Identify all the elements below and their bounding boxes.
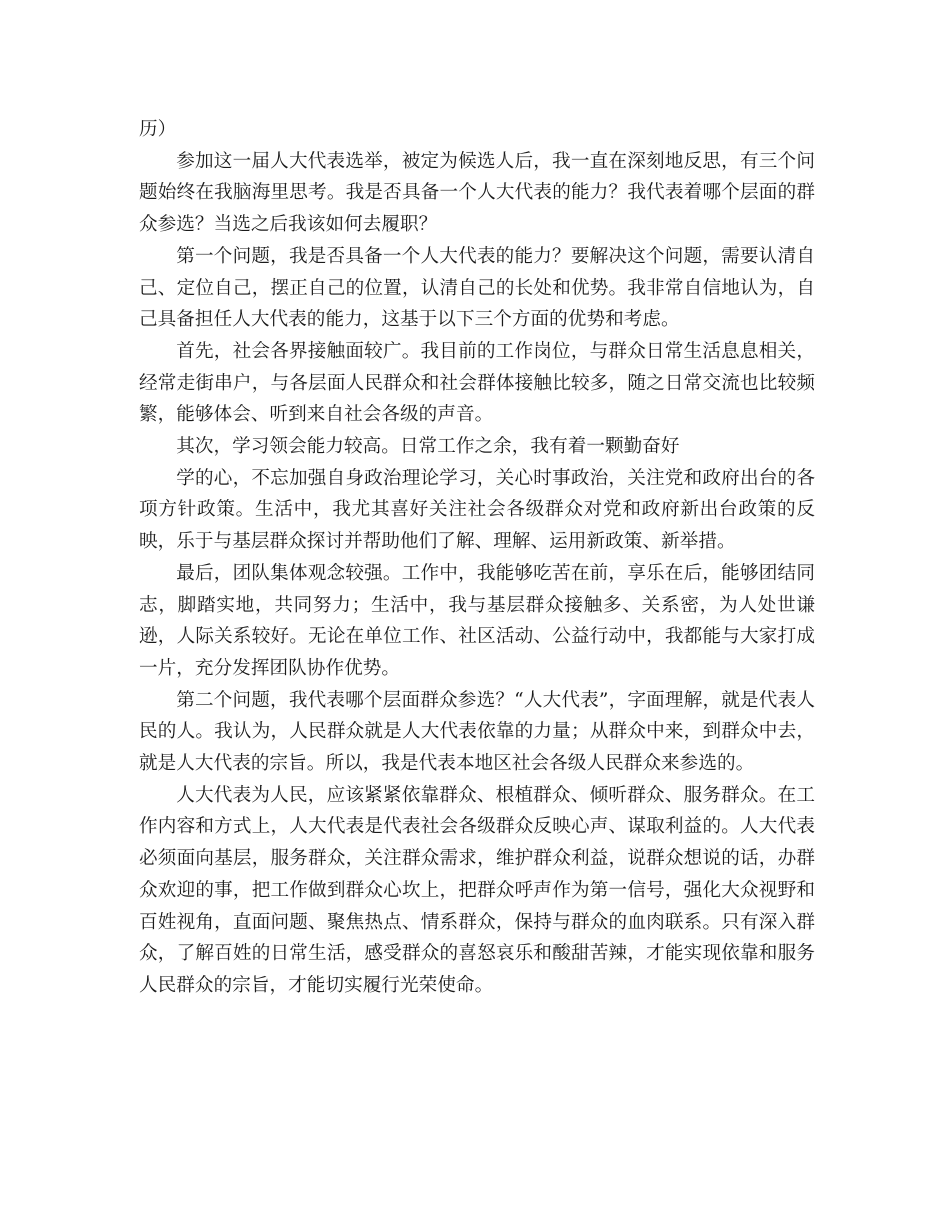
paragraph-question-one: 第一个问题，我是否具备一个人大代表的能力？要解决这个问题，需要认清自己、定位自己，摆正自己的位置，认清自己的长处和优势。我非常自信地认为，自己具备担任人大代表的能力，这基于以下三个方面的优势和考虑。 [139,245,815,331]
paragraph-third-point: 最后，团队集体观念较强。工作中，我能够吃苦在前，享乐在后，能够团结同志，脚踏实地，共同努力；生活中，我与基层群众接触多、关系密，为人处世谦逊，人际关系较好。无论在单位工作、社区活动、公益行动中，我都能与大家打成一片，充分发挥团队协作优势。 [139,562,815,679]
paragraph-question-two: 第二个问题，我代表哪个层面群众参选？“人大代表”，字面理解，就是代表人民的人。我认为，人民群众就是人大代表依靠的力量；从群众中来，到群众中去，就是人大代表的宗旨。所以，我是代表本地区社会各级人民群众来参选的。 [139,689,815,775]
paragraph-second-point-continued: 学的心，不忘加强自身政治理论学习，关心时事政治，关注党和政府出台的各项方针政策。生活中，我尤其喜好关注社会各级群众对党和政府新出台政策的反映，乐于与基层群众探讨并帮助他们了解、理解、运用新政策、新举措。 [139,467,815,553]
paragraph-first-point: 首先，社会各界接触面较广。我目前的工作岗位，与群众日常生活息息相关，经常走街串户，与各层面人民群众和社会群体接触比较多，随之日常交流也比较频繁，能够体会、听到来自社会各级的声音。 [139,340,815,426]
paragraph-serve-people: 人大代表为人民，应该紧紧依靠群众、根植群众、倾听群众、服务群众。在工作内容和方式上，人大代表是代表社会各级群众反映心声、谋取利益的。人大代表必须面向基层，服务群众，关注群众需求，维护群众利益，说群众想说的话，办群众欢迎的事，把工作做到群众心坎上，把群众呼声作为第一信号，强化大众视野和百姓视角，直面问题、聚焦热点、情系群众，保持与群众的血肉联系。只有深入群众，了解百姓的日常生活，感受群众的喜怒哀乐和酸甜苦辣，才能实现依靠和服务人民群众的宗旨，才能切实履行光荣使命。 [139,784,815,996]
paragraph-intro: 参加这一届人大代表选举，被定为候选人后，我一直在深刻地反思，有三个问题始终在我脑海里思考。我是否具备一个人大代表的能力？我代表着哪个层面的群众参选？当选之后我该如何去履职？ [139,150,815,236]
document-body [139,114,815,1002]
paragraph-second-point: 其次，学习领会能力较高。日常工作之余，我有着一颗勤奋好 [176,436,680,458]
paragraph-continuation: 历） [139,119,177,140]
